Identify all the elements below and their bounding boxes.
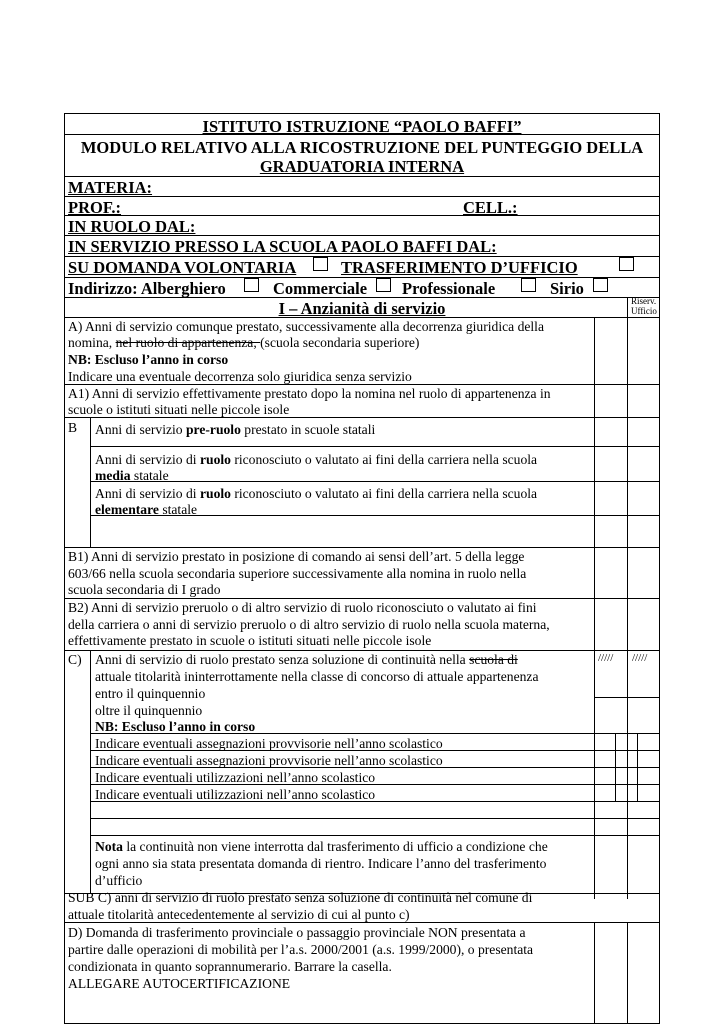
form-title-line2: GRADUATORIA INTERNA	[259, 157, 465, 176]
row-b3-line1	[95, 486, 537, 502]
col-line	[594, 317, 595, 899]
row-c-indicare1: Indicare eventuali assegnazioni provvisorie nell’anno scolastico	[95, 736, 443, 751]
professionale-label: Professionale	[402, 279, 496, 298]
row-b1-text: prestato in scuole statali	[240, 422, 376, 437]
row-c-label: C)	[68, 652, 82, 667]
riserv-label: Riserv.	[631, 296, 657, 306]
row-b2-line2	[95, 468, 169, 484]
row-b-label: B	[68, 420, 78, 435]
row-b3-bold: elementare	[95, 502, 159, 517]
rule	[64, 176, 660, 177]
row-c-line1	[95, 652, 518, 668]
row-c-indicare2: Indicare eventuali assegnazioni provvisorie nell’anno scolastico	[95, 753, 443, 768]
professionale-checkbox[interactable]	[521, 278, 536, 292]
row-b2-text: Anni di servizio di	[95, 452, 200, 467]
rule	[64, 650, 660, 651]
sirio-checkbox[interactable]	[593, 278, 608, 292]
col-line	[627, 923, 628, 1024]
school-name: ISTITUTO ISTRUZIONE “PAOLO BAFFI”	[202, 117, 522, 136]
row-subc-line1: SUB C) anni di servizio di ruolo prestato senza soluzione di continuità nel comune di	[68, 890, 533, 905]
col-line	[90, 417, 91, 547]
row-b2-bold: ruolo	[199, 452, 231, 467]
alberghiero-checkbox[interactable]	[244, 278, 259, 292]
row-c-indicare4: Indicare eventuali utilizzazioni nell’anno scolastico	[95, 787, 376, 802]
commerciale-checkbox[interactable]	[376, 278, 391, 292]
section-title: I – Anzianità di servizio	[278, 299, 446, 318]
nota-line3: d’ufficio	[95, 873, 143, 888]
col-line	[90, 650, 91, 893]
row-bb2-line2: della carriera o anni di servizio preruolo o di altro servizio di ruolo nella scuola materna,	[68, 617, 550, 632]
nota-bold: Nota	[95, 839, 123, 854]
row-b3-text: statale	[158, 502, 198, 517]
slash-marks-left: /////	[598, 652, 614, 664]
trasferimento-label: TRASFERIMENTO D’UFFICIO	[341, 258, 578, 277]
rule	[64, 277, 660, 278]
materia-label: MATERIA:	[68, 178, 153, 197]
rule	[64, 598, 660, 599]
nota-line2: ogni anno sia stata presentata domanda di rientro. Indicare l’anno del trasferimento	[95, 856, 547, 871]
row-a-line2	[68, 335, 419, 351]
row-d-line4: ALLEGARE AUTOCERTIFICAZIONE	[68, 976, 291, 991]
row-d-line1: D) Domanda di trasferimento provinciale o passaggio provinciale NON presentata a	[68, 925, 526, 940]
frame-right	[659, 113, 660, 1024]
row-subc-line2: attuale titolarità antecedentemente al servizio di cui al punto c)	[68, 907, 410, 922]
trasferimento-checkbox[interactable]	[619, 257, 634, 271]
in-ruolo-label: IN RUOLO DAL:	[68, 217, 196, 236]
row-a-text: nomina,	[68, 335, 116, 350]
row-bb2-line1: B2) Anni di servizio preruolo o di altro servizio di ruolo riconosciuto o valutato ai fini	[68, 600, 537, 615]
row-a-note: Indicare una eventuale decorrenza solo giuridica senza servizio	[68, 369, 412, 384]
rule	[90, 481, 660, 482]
row-c-nb: NB: Escluso l’anno in corso	[95, 719, 256, 734]
row-bb1-line1: B1) Anni di servizio prestato in posizione di comando ai sensi dell’art. 5 della legge	[68, 549, 525, 564]
row-b2-text: statale	[130, 468, 169, 483]
commerciale-label: Commerciale	[273, 279, 368, 298]
nota-text: la continuità non viene interrotta dal trasferimento di ufficio a condizione che	[122, 839, 548, 854]
row-b3-text: riconosciuto o valutato ai fini della carriera nella scuola	[230, 486, 538, 501]
row-d-line3: condizionata in quanto soprannumerario. Barrare la casella.	[68, 959, 392, 974]
row-c-indicare3: Indicare eventuali utilizzazioni nell’anno scolastico	[95, 770, 376, 785]
domanda-volontaria-checkbox[interactable]	[313, 257, 328, 271]
row-b3-line2	[95, 502, 197, 518]
rule	[90, 818, 660, 819]
rule	[594, 697, 660, 698]
rule	[90, 446, 660, 447]
row-a-line1: A) Anni di servizio comunque prestato, successivamente alla decorrenza giuridica della	[68, 319, 544, 334]
row-b3-bold: ruolo	[199, 486, 231, 501]
rule	[90, 835, 660, 836]
in-servizio-label: IN SERVIZIO PRESSO LA SCUOLA PAOLO BAFFI DAL:	[68, 237, 497, 256]
row-c-line2: attuale titolarità ininterrottamente nella classe di concorso di attuale appartenenza	[95, 669, 539, 684]
row-bb2-line3: effettivamente prestato in scuole o istituti situati nelle piccole isole	[68, 633, 432, 648]
row-c-line4: oltre il quinquennio	[95, 703, 203, 718]
row-b1-text: Anni di servizio	[95, 422, 186, 437]
row-b3-text: Anni di servizio di	[95, 486, 200, 501]
rule	[64, 196, 660, 197]
prof-label: PROF.:	[68, 198, 122, 217]
row-a-struck-text: nel ruolo di appartenenza,	[115, 335, 261, 350]
row-c-line3: entro il quinquennio	[95, 686, 206, 701]
nota-line1	[95, 839, 548, 855]
col-line	[594, 923, 595, 1024]
slash-marks-right: /////	[632, 652, 648, 664]
row-c-struck-text: scuola di	[469, 652, 518, 667]
frame-top	[64, 113, 660, 114]
rule	[64, 547, 660, 548]
row-b1	[95, 422, 375, 438]
row-a-nb: NB: Escluso l’anno in corso	[68, 352, 229, 367]
row-c-text: Anni di servizio di ruolo prestato senza soluzione di continuità nella	[95, 652, 470, 667]
row-bb1-line3: scuola secondaria di I grado	[68, 582, 221, 597]
rule	[64, 256, 660, 257]
ufficio-label: Ufficio	[631, 306, 657, 316]
frame-left	[64, 113, 65, 1024]
row-d-line2: partire dalle operazioni di mobilità per l’a.s. 2000/2001 (a.s. 1999/2000), o presentata	[68, 942, 534, 957]
sirio-label: Sirio	[550, 279, 584, 298]
row-b2-bold: media	[95, 468, 131, 483]
row-a1-line2: scuole o istituti situati nelle piccole isole	[68, 402, 290, 417]
row-a-text: (scuola secondaria superiore)	[260, 335, 420, 350]
row-b1-bold: pre-ruolo	[186, 422, 241, 437]
rule	[64, 215, 660, 216]
row-b2-text: riconosciuto o valutato ai fini della carriera nella scuola	[230, 452, 538, 467]
row-bb1-line2: 603/66 nella scuola secondaria superiore successivamente alla nomina in ruolo nella	[68, 566, 527, 581]
domanda-volontaria-label: SU DOMANDA VOLONTARIA	[68, 258, 297, 277]
cell-label: CELL.:	[463, 198, 518, 217]
indirizzo-label: Indirizzo: Alberghiero	[68, 279, 226, 298]
row-b2-line1	[95, 452, 537, 468]
form-title-line1: MODULO RELATIVO ALLA RICOSTRUZIONE DEL PUNTEGGIO DELLA	[80, 138, 644, 157]
row-a1-line1: A1) Anni di servizio effettivamente prestato dopo la nomina nel ruolo di appartenenza in	[68, 386, 551, 401]
